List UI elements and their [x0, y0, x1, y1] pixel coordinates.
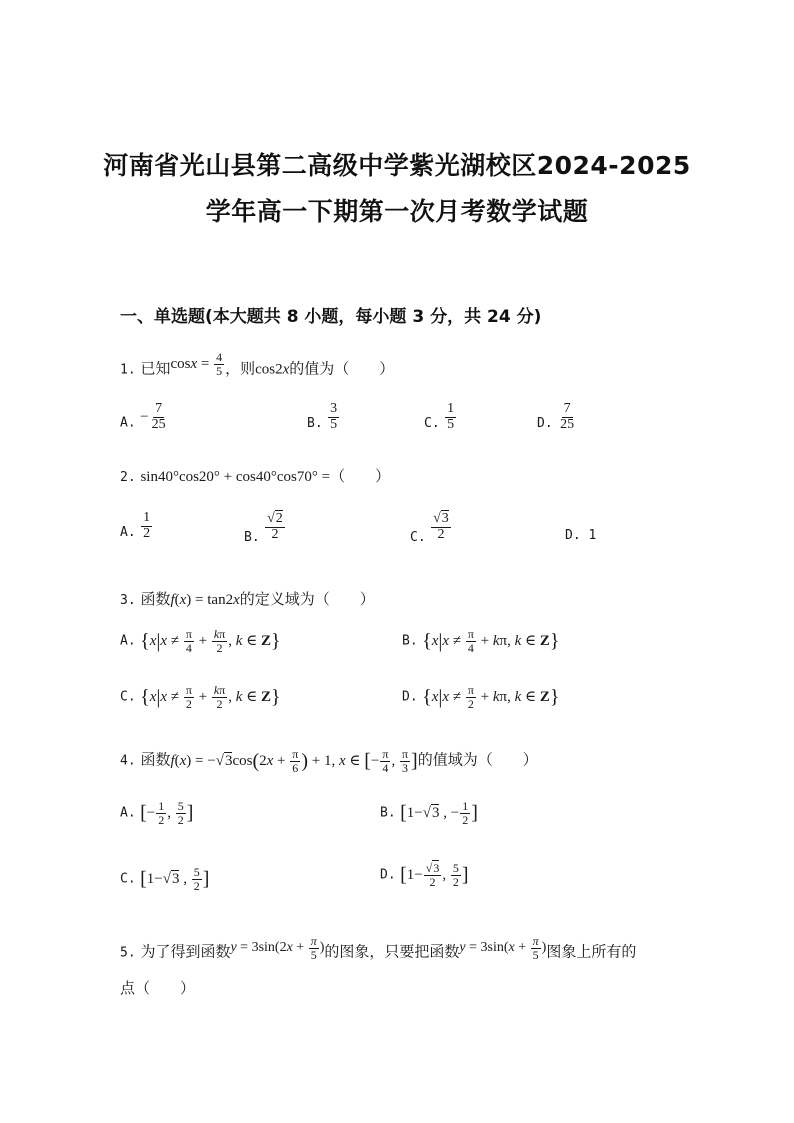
formula: cos2x — [255, 361, 290, 378]
question-1 — [120, 350, 395, 383]
formula: cosx = $\frac{4}{5}$ — [170, 350, 223, 378]
option-label: A. — [120, 415, 136, 431]
formula: sin40°cos20° + cos40°cos70° =（ ） — [140, 469, 391, 485]
formula: f(x) = −√3cos(2x + $\frac{\pi}{6}$ ) + 1, x ∈ [− $\frac{\pi}{4}$ , $\frac{\pi}{3}$ ] — [170, 747, 418, 775]
option-label: A. — [120, 525, 136, 541]
option-b[interactable]: B. [1−√3 , − $\frac{1}{2}$ ] — [380, 799, 478, 827]
question-5-continued — [120, 977, 195, 998]
question-text: 已知 — [140, 359, 171, 378]
question-text: 为了得到函数 — [140, 942, 231, 961]
question-text: 函数 — [140, 750, 171, 769]
option-b[interactable]: B. {x|x ≠ $\frac{\pi}{4}$ + kπ, k ∈ Z} — [402, 627, 560, 655]
option-c[interactable]: C. [1−√3 , $\frac{5}{2}$ ] — [120, 865, 210, 893]
option-label: C. — [120, 871, 136, 887]
exam-title-line-2: 学年高一下期第一次月考数学试题 — [205, 197, 589, 226]
exam-title-line-1: 河南省光山县第二高级中学紫光湖校区2024-2025 — [103, 151, 691, 180]
question-5 — [120, 934, 637, 966]
option-label: C. — [120, 689, 136, 705]
option-label: D. — [537, 416, 553, 432]
question-text: 的定义域为（ ） — [239, 590, 375, 608]
option-d[interactable]: D. [1− $\frac{√3}{2}$ , $\frac{5}{2}$ ] — [380, 861, 469, 889]
option-d[interactable]: D. $\frac{7}{25}$ — [537, 401, 575, 432]
option-label: B. — [244, 530, 260, 546]
question-text: 函数 — [140, 590, 171, 608]
option-c[interactable]: C. {x|x ≠ $\frac{\pi}{2}$ + $\frac{k\pi}{2}$ , k ∈ Z} — [120, 683, 281, 711]
question-number: 5. — [120, 945, 136, 961]
question-number: 3. — [120, 593, 136, 608]
option-a[interactable]: A. {x|x ≠ $\frac{\pi}{4}$ + $\frac{k\pi}{2}$ , k ∈ Z} — [120, 627, 281, 655]
question-number: 2. — [120, 470, 136, 485]
option-label: B. — [307, 416, 323, 432]
option-d[interactable] — [565, 527, 596, 543]
question-number: 4. — [120, 753, 136, 769]
option-label: C. — [424, 416, 440, 432]
question-text: ，则 — [225, 359, 256, 378]
question-text: 的图象，只要把函数 — [324, 942, 460, 961]
formula: y = 3sin(2x + $\frac{\pi}{5}$ ) — [230, 934, 325, 962]
formula: y = 3sin(x + $\frac{\pi}{5}$ ) — [459, 934, 547, 962]
option-label: B. — [402, 633, 418, 649]
question-text: 的值域为（ ） — [417, 750, 538, 769]
option-label: D. — [380, 867, 396, 883]
question-3 — [120, 588, 375, 609]
question-text: 图象上所有的 — [546, 942, 637, 961]
option-d[interactable]: D. {x|x ≠ $\frac{\pi}{2}$ + kπ, k ∈ Z} — [402, 683, 560, 711]
question-text: 的值为（ ） — [289, 359, 395, 378]
option-label: B. — [380, 805, 396, 821]
option-c[interactable]: C. $\frac{√3}{2}$ — [410, 511, 449, 546]
option-label: A. — [120, 633, 136, 649]
option-a[interactable]: A. − $\frac{7}{25}$ — [120, 401, 166, 432]
option-label: D. — [402, 689, 418, 705]
section-heading: 一、单选题(本大题共 8 小题，每小题 3 分，共 24 分) — [120, 307, 542, 327]
question-text: 点（ ） — [120, 979, 196, 997]
option-label: C. — [410, 530, 426, 546]
question-number: 1. — [120, 362, 136, 378]
question-2 — [120, 465, 390, 486]
formula: f(x) = tan2x — [170, 592, 240, 608]
option-label: D. 1 — [565, 528, 597, 543]
question-4 — [120, 748, 538, 774]
option-b[interactable]: B. $\frac{3}{5}$ — [307, 401, 338, 432]
option-label: A. — [120, 805, 136, 821]
option-b[interactable]: B. $\frac{√2}{2}$ — [244, 511, 283, 546]
option-a[interactable]: A. [− $\frac{1}{2}$ , $\frac{5}{2}$ ] — [120, 799, 194, 827]
option-c[interactable]: C. $\frac{1}{5}$ — [424, 401, 455, 432]
option-a[interactable]: A. $\frac{1}{2}$ — [120, 510, 151, 541]
